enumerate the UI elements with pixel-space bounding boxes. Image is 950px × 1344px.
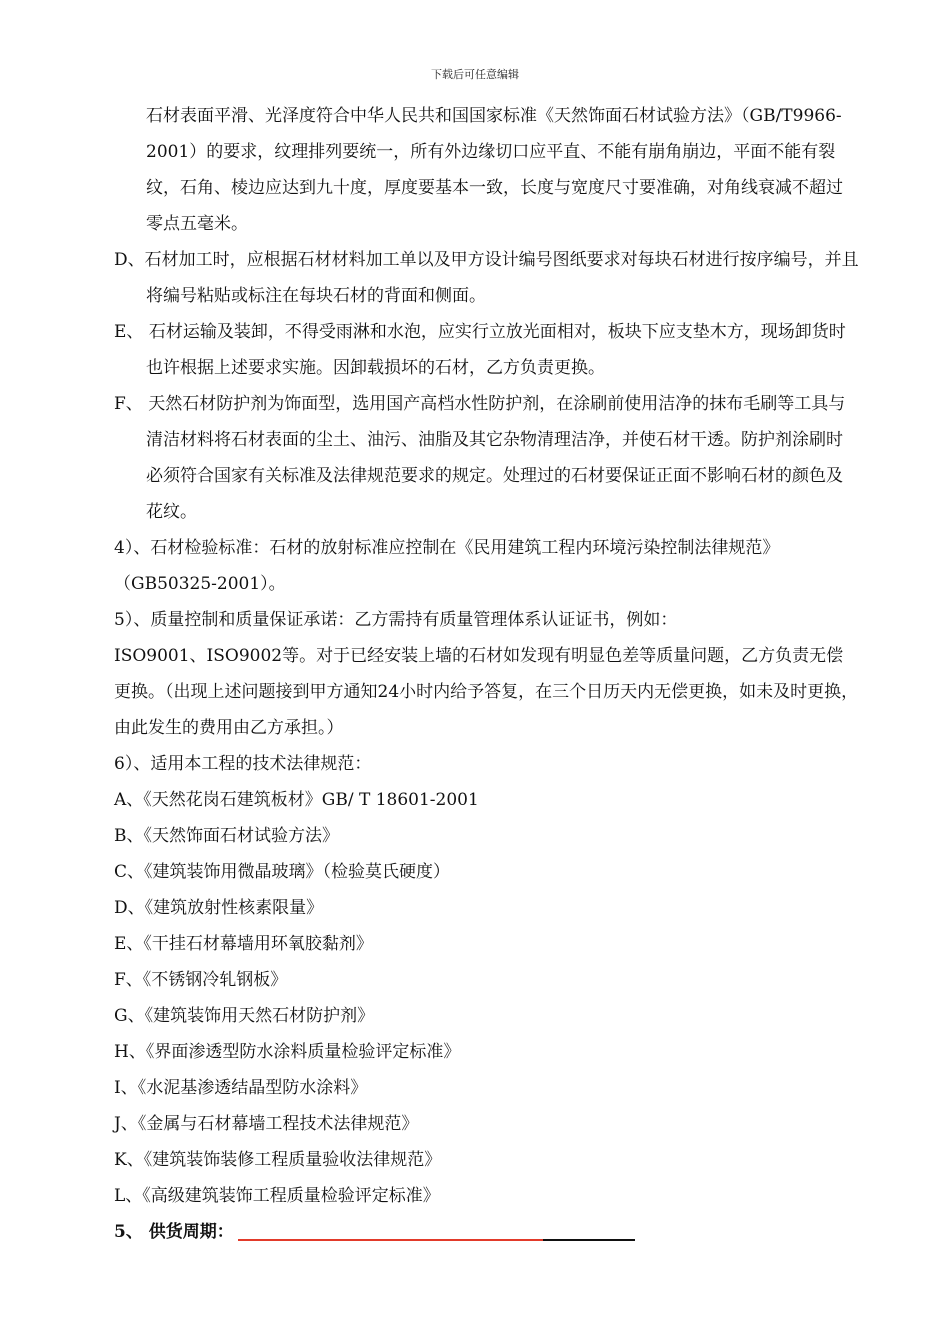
paragraph-c-continued: 石材表面平滑、光泽度符合中华人民共和国国家标准《天然饰面石材试验方法》（GB/T9966-2001）的要求，纹理排列要统一，所有外边缘切口应平直、不能有崩角崩边，平面不能有裂纹，石角、棱边应达到九十度，厚度要基本一致，长度与宽度尺寸要准确，对角线衰减不超过零点五毫米。 — [146, 106, 843, 234]
supply-period-blank-black-underline — [543, 1239, 635, 1241]
list-item: H、《界面渗透型防水涂料质量检验评定标准》 — [114, 1042, 461, 1062]
standards-list — [114, 782, 859, 1214]
section-5-quality-commitment: 5）、质量控制和质量保证承诺：乙方需持有质量管理体系认证证书，例如： — [114, 610, 678, 630]
document-body — [114, 98, 859, 1250]
list-item: I、《水泥基渗透结晶型防水涂料》 — [114, 1078, 368, 1098]
paragraph-f: F、 天然石材防护剂为饰面型，选用国产高档水性防护剂，在涂刷前使用洁净的抹布毛刷等工具与清洁材料将石材表面的尘土、油污、油脂及其它杂物清理洁净，并使石材干透。防护剂涂刷时必须符合国家有关标准及法律规范要求的规定。处理过的石材要保证正面不影响石材的颜色及花纹。 — [114, 394, 846, 522]
list-item: C、《建筑装饰用微晶玻璃》（检验莫氏硬度） — [114, 862, 451, 882]
list-item: K、《建筑装饰装修工程质量验收法律规范》 — [114, 1150, 442, 1170]
page-header: 下载后可任意编辑 — [431, 68, 519, 81]
list-item: J、《金属与石材幕墙工程技术法律规范》 — [114, 1114, 419, 1134]
section-5-quality-details: ISO9001、ISO9002等。对于已经安装上墙的石材如发现有明显色差等质量问题，乙方负责无偿更换。（出现上述问题接到甲方通知24小时内给予答复，在三个日历天内无偿更换，如未及时更换，由此发生的费用由乙方承担。） — [114, 646, 859, 738]
list-item: L、《高级建筑装饰工程质量检验评定标准》 — [114, 1186, 440, 1206]
section-4-inspection-standard: 4）、石材检验标准：石材的放射标准应控制在《民用建筑工程内环境污染控制法律规范》（GB50325-2001）。 — [114, 538, 780, 594]
list-item: F、《不锈钢冷轧钢板》 — [114, 970, 288, 990]
supply-period-blank-red-underline — [238, 1239, 543, 1241]
list-item: G、《建筑装饰用天然石材防护剂》 — [114, 1006, 375, 1026]
supply-period-label: 5、 供货周期： — [114, 1222, 234, 1242]
section-6-heading: 6）、适用本工程的技术法律规范： — [114, 754, 372, 774]
paragraph-d: D、石材加工时，应根据石材材料加工单以及甲方设计编号图纸要求对每块石材进行按序编号，并且将编号粘贴或标注在每块石材的背面和侧面。 — [114, 250, 859, 306]
list-item: A、《天然花岗石建筑板材》GB/ T 18601-2001 — [114, 790, 479, 810]
list-item: E、《干挂石材幕墙用环氧胶黏剂》 — [114, 934, 373, 954]
list-item: D、《建筑放射性核素限量》 — [114, 898, 324, 918]
paragraph-e: E、 石材运输及装卸，不得受雨淋和水泡，应实行立放光面相对，板块下应支垫木方，现场卸货时也许根据上述要求实施。因卸载损坏的石材，乙方负责更换。 — [114, 322, 846, 378]
list-item: B、《天然饰面石材试验方法》 — [114, 826, 339, 846]
supply-period-row — [114, 1214, 859, 1250]
